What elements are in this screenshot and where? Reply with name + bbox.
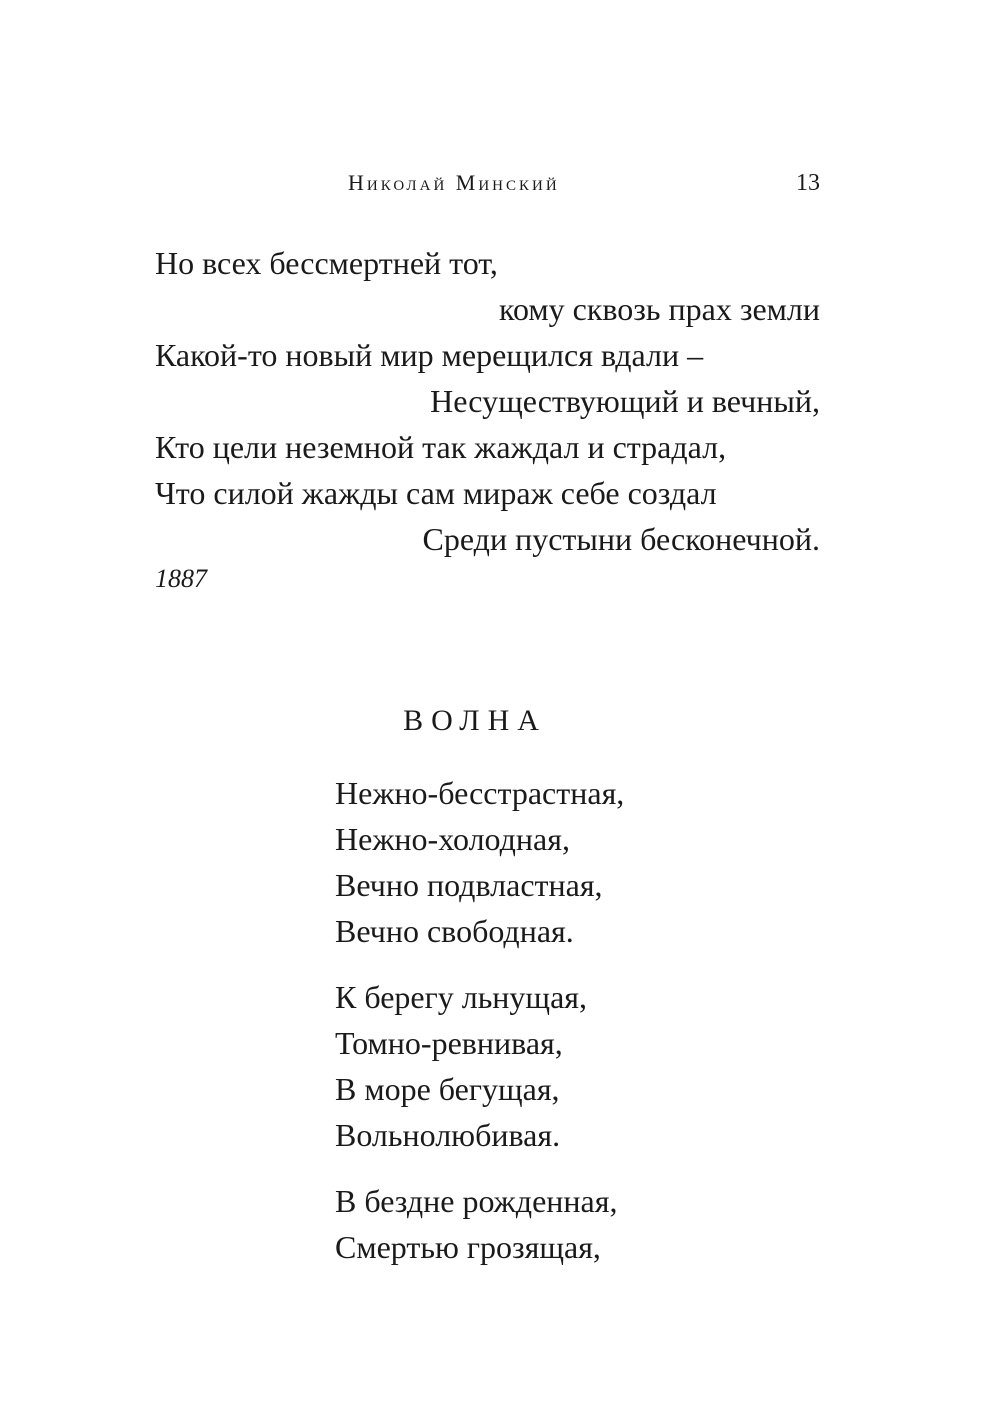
poem-line: Несуществующий и вечный, [430,383,820,419]
poem-line: кому сквозь прах земли [499,291,820,327]
poem-date: 1887 [155,564,207,593]
poem-volna [335,770,835,1290]
poem-title: ВОЛНА [403,704,547,737]
poem-line: Нежно-холодная, [335,821,570,857]
poem-line: Но всех бессмертней тот, [155,245,498,281]
poem-line: Вечно свободная. [335,913,574,949]
poem-line: Вечно подвластная, [335,867,603,903]
poem-line: Вольнолюбивая. [335,1117,561,1153]
stanza [335,974,835,1158]
poem-continued [155,240,820,562]
stanza [335,1178,835,1270]
poem-line: Что силой жажды сам мираж себе создал [155,475,717,511]
poem-line: Томно-ревнивая, [335,1025,563,1061]
poem-line: Нежно-бесстрастная, [335,775,625,811]
poem-line: К берегу льнущая, [335,979,587,1015]
author-name: Николай Минский [348,170,560,195]
poem-line: В бездне рожденная, [335,1183,618,1219]
running-header [155,170,820,200]
page-number: 13 [796,170,820,196]
poem-line: Кто цели неземной так жаждал и страдал, [155,429,727,465]
stanza [335,770,835,954]
poem-line: В море бегущая, [335,1071,560,1107]
poem-line: Смертью грозящая, [335,1229,601,1265]
poem-line: Среди пустыни бесконечной. [422,521,820,557]
poem-line: Какой-то новый мир мерещился вдали – [155,337,704,373]
